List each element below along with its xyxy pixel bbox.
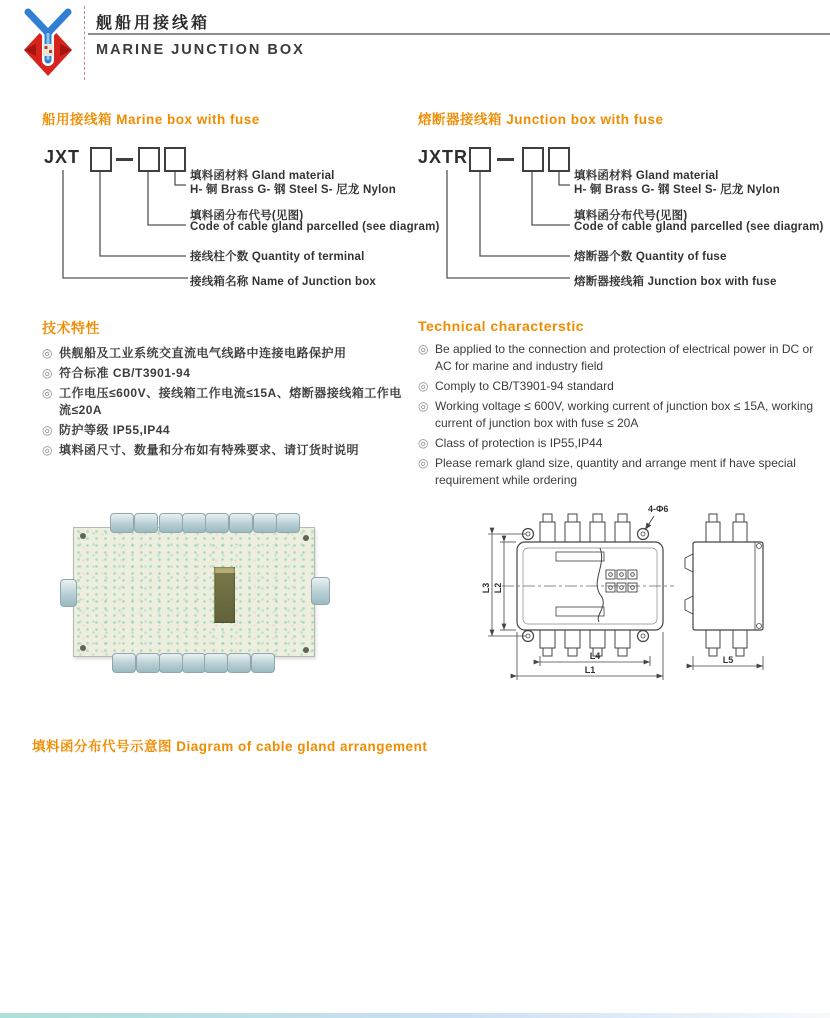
tech-item-text: 防护等级 IP55,IP44: [59, 423, 171, 437]
dim-l5: L5: [722, 655, 734, 665]
tech-title-en: Technical characterstic: [418, 318, 585, 334]
bullet-icon: ◎: [418, 436, 429, 450]
bullet-icon: ◎: [42, 386, 53, 400]
jxt-label-gland-material-codes: H- 铜 Brass G- 钢 Steel S- 尼龙 Nylon: [190, 184, 396, 196]
dim-l1: L1: [584, 665, 596, 675]
section-title-marine-box: 船用接线箱 Marine box with fuse: [42, 112, 260, 127]
bullet-icon: ◎: [418, 456, 429, 470]
tech-item-text: 工作电压≤600V、接线箱工作电流≤15A、熔断器接线箱工作电流≤20A: [59, 386, 402, 417]
jxt-label-name: 接线箱名称 Name of Junction box: [190, 276, 377, 288]
jxtr-label-name: 熔断器接线箱 Junction box with fuse: [574, 276, 777, 288]
jxt-label-gland-code-cn: 填料函分布代号(见图): [190, 210, 304, 222]
jxtr-label-gland-code-cn: 填料函分布代号(见图): [574, 210, 688, 222]
tech-title-cn: 技术特性: [42, 320, 100, 336]
bullet-icon: ◎: [42, 423, 53, 437]
jxt-label-gland-code-en: Code of cable gland parcelled (see diagram): [190, 221, 440, 233]
tech-item-text: Working voltage ≤ 600V, working current of junction box ≤ 15A, working current of junction box with fuse ≤ 20A: [435, 399, 814, 430]
tech-item-text: Please remark gland size, quantity and arrange ment if have special requirement while ordering: [435, 456, 796, 487]
bullet-icon: ◎: [418, 342, 429, 356]
tech-item-text: 供舰船及工业系统交直流电气线路中连接电路保护用: [59, 346, 347, 360]
bullet-icon: ◎: [418, 399, 429, 413]
jxt-label-gland-material: 填料函材料 Gland material: [190, 170, 335, 182]
dim-l3: L3: [481, 582, 491, 594]
dim-l2: L2: [493, 582, 503, 594]
tech-item-text: Comply to CB/T3901-94 standard: [435, 379, 614, 393]
tech-item-text: 填料函尺寸、数量和分布如有特殊要求、请订货时说明: [59, 443, 360, 457]
section-title-fuse-box: 熔断器接线箱 Junction box with fuse: [418, 112, 664, 127]
jxtr-label-fuse-qty: 熔断器个数 Quantity of fuse: [574, 251, 727, 263]
tech-item-text: 符合标准 CB/T3901-94: [59, 366, 191, 380]
dim-l4: L4: [589, 651, 601, 661]
bullet-icon: ◎: [42, 346, 53, 360]
jxtr-label-gland-material: 填料函材料 Gland material: [574, 170, 719, 182]
tech-item-text: Be applied to the connection and protection of electrical power in DC or AC for marine and industry field: [435, 342, 814, 373]
tech-item-text: Class of protection is IP55,IP44: [435, 436, 603, 450]
jxtr-label-gland-code-en: Code of cable gland parcelled (see diagram): [574, 221, 824, 233]
bullet-icon: ◎: [42, 443, 53, 457]
jxtr-label-gland-material-codes: H- 铜 Brass G- 钢 Steel S- 尼龙 Nylon: [574, 184, 780, 196]
bullet-icon: ◎: [418, 379, 429, 393]
jxt-label-terminal-qty: 接线柱个数 Quantity of terminal: [190, 251, 365, 263]
section-title-gland-arrangement: 填料函分布代号示意图 Diagram of cable gland arrangement: [32, 739, 428, 754]
model-code-jxtr: JXTR: [418, 147, 469, 167]
footer-accent-bar: [0, 1013, 830, 1018]
bullet-icon: ◎: [42, 366, 53, 380]
page-title-cn: 舰船用接线箱: [96, 15, 211, 32]
page-title-en: MARINE JUNCTION BOX: [96, 42, 305, 58]
model-code-jxt: JXT: [44, 147, 81, 167]
dim-hole-note: 4-Φ6: [648, 504, 669, 514]
